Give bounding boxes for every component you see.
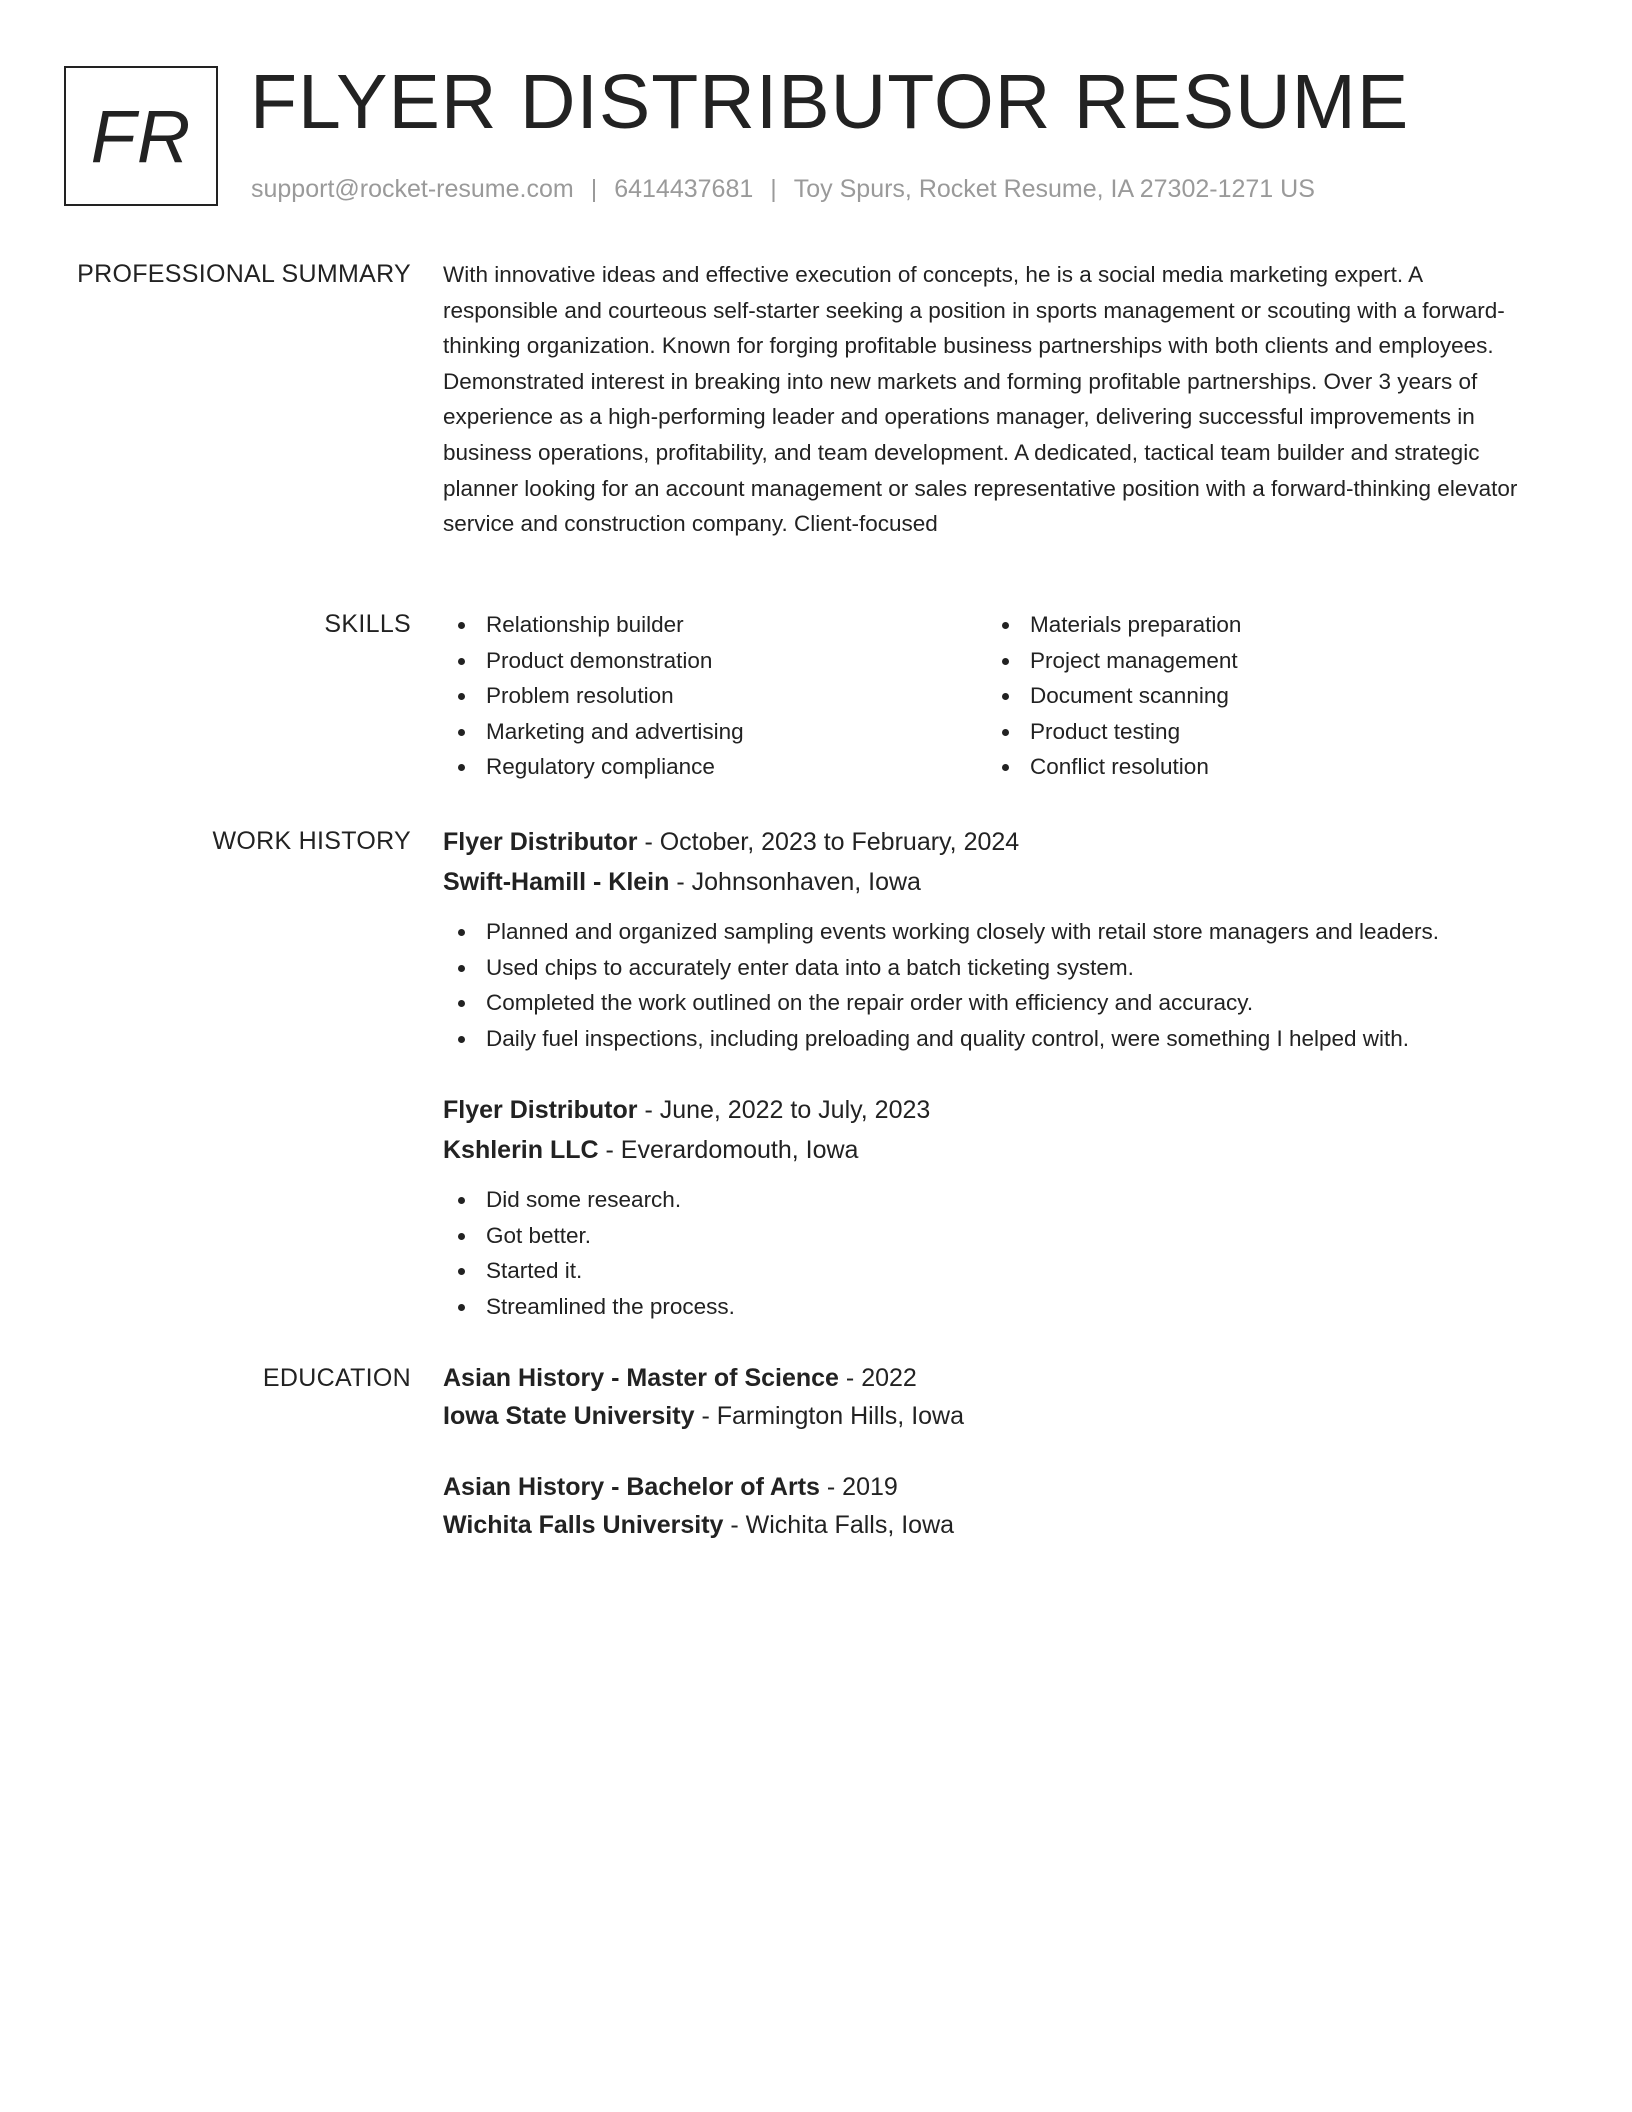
job-entry [443,822,1439,1056]
section-label-skills: SKILLS [324,610,411,638]
section-label-education: EDUCATION [262,1364,411,1392]
contact-email[interactable]: support@rocket-resume.com [251,175,574,203]
skill-item: Document scanning [987,678,1241,714]
job-duties-list [443,1182,930,1324]
education-location: - Farmington Hills, Iowa [701,1402,965,1430]
job-dates: - June, 2022 to July, 2023 [644,1096,931,1124]
contact-line [251,172,1315,206]
section-label-summary: PROFESSIONAL SUMMARY [77,260,411,288]
job-company-line [443,1130,930,1170]
job-duty: Did some research. [443,1182,930,1218]
contact-address: Toy Spurs, Rocket Resume, IA 27302-1271 US [793,175,1315,203]
skill-item: Conflict resolution [987,749,1241,785]
job-duty: Completed the work outlined on the repair order with efficiency and accuracy. [443,985,1439,1021]
education-degree: Asian History - Master of Science [443,1364,839,1392]
education-entry [443,1359,964,1435]
job-duty: Used chips to accurately enter data into a batch ticketing system. [443,950,1439,986]
education-school-line [443,1397,964,1435]
skill-item: Product testing [987,714,1241,750]
contact-separator: | [770,175,777,203]
skill-item: Problem resolution [443,678,744,714]
job-dates: - October, 2023 to February, 2024 [644,828,1020,856]
education-year: - 2022 [845,1364,917,1392]
job-duty: Streamlined the process. [443,1289,930,1325]
skill-item: Regulatory compliance [443,749,744,785]
job-duty: Planned and organized sampling events working closely with retail store managers and leaders. [443,914,1439,950]
summary-text: With innovative ideas and effective execution of concepts, he is a social media marketing expert. A responsible and courteous self-starter seeking a position in sports management or scouting with a forward-thinking organization. Known for forging profitable business partnerships with both clients and employees. Demonstrated interest in breaking into new markets and forming profitable partnerships. Over 3 years of experience as a high-performing leader and operations manager, delivering successful improvements in business operations, profitability, and team development. A dedicated, tactical team builder and strategic planner looking for an account management or sales representative position with a forward-thinking elevator service and construction company. Client-focused [443,262,1518,537]
education-school: Wichita Falls University [443,1511,724,1539]
job-title: Flyer Distributor [443,1096,638,1124]
job-title: Flyer Distributor [443,828,638,856]
education-school-line [443,1506,954,1544]
job-company: Swift-Hamill - Klein [443,868,670,896]
job-company: Kshlerin LLC [443,1136,599,1164]
resume-title: FLYER DISTRIBUTOR RESUME [250,59,1410,145]
job-title-line [443,822,1439,862]
skills-list-right [987,607,1241,785]
education-entry [443,1468,954,1544]
job-location: - Everardomouth, Iowa [605,1136,859,1164]
skill-item: Product demonstration [443,643,744,679]
education-degree-line [443,1468,954,1506]
job-duty: Daily fuel inspections, including preloading and quality control, were something I helped with. [443,1021,1439,1057]
monogram-initials: FR [90,94,192,178]
job-duties-list [443,914,1439,1056]
skills-list-left [443,607,744,785]
monogram-box [64,66,218,206]
job-location: - Johnsonhaven, Iowa [676,868,921,896]
contact-separator: | [590,175,598,203]
job-title-line [443,1090,930,1130]
job-company-line [443,862,1439,902]
skill-item: Marketing and advertising [443,714,744,750]
education-degree: Asian History - Bachelor of Arts [443,1473,820,1501]
education-year: - 2019 [826,1473,898,1501]
job-entry [443,1090,930,1324]
education-location: - Wichita Falls, Iowa [730,1511,955,1539]
skill-item: Project management [987,643,1241,679]
skill-item: Relationship builder [443,607,744,643]
education-degree-line [443,1359,964,1397]
summary-body [443,257,1533,542]
section-label-work-history: WORK HISTORY [212,827,411,855]
job-duty: Started it. [443,1253,930,1289]
contact-phone[interactable]: 6414437681 [614,175,754,203]
skill-item: Materials preparation [987,607,1241,643]
education-school: Iowa State University [443,1402,695,1430]
job-duty: Got better. [443,1218,930,1254]
